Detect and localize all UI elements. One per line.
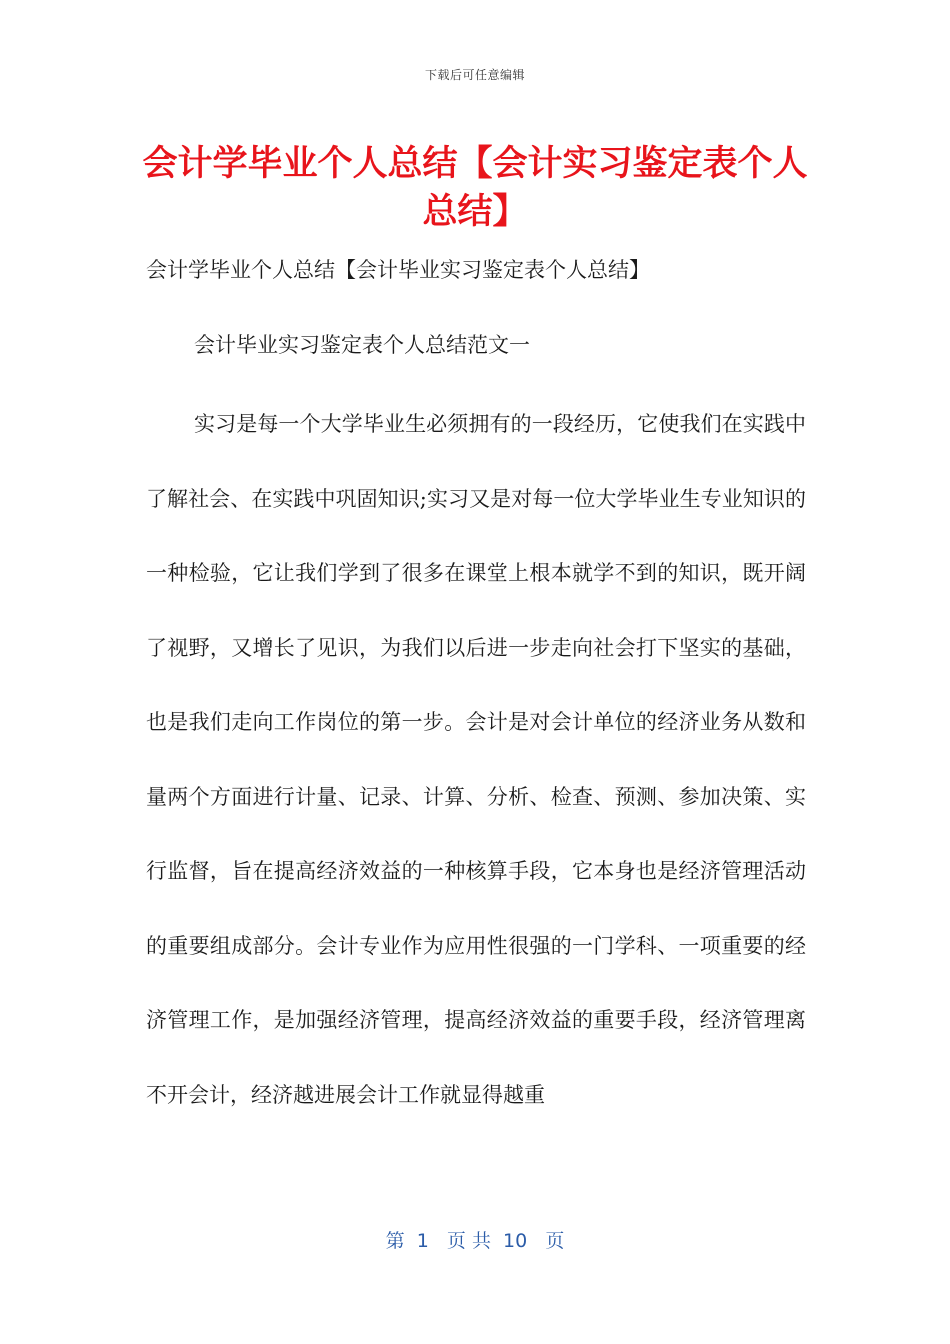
document-title: 会计学毕业个人总结【会计实习鉴定表个人总结】 — [142, 144, 808, 232]
document-subtitle: 会计学毕业个人总结【会计毕业实习鉴定表个人总结】 — [146, 258, 650, 282]
header-note: 下载后可任意编辑 — [424, 68, 525, 82]
page-footer: 第 1 页 共 10 页 — [385, 1230, 565, 1252]
body-paragraph: 实习是每一个大学毕业生必须拥有的一段经历，它使我们在实践中了解社会、在实践中巩固知识;实习又是对每一位大学毕业生专业知识的一种检验，它让我们学到了很多在课堂上根本就学不到的知识，既开阔了视野，又增长了见识，为我们以后进一步走向社会打下坚实的基础，也是我们走向工作岗位的第一步。会计是对会计单位的经济业务从数和量两个方面进行计量、记录、计算、分析、检查、预测、参加决策、实行监督，旨在提高经济效益的一种核算手段，它本身也是经济管理活动的重要组成部分。会计专业作为应用性很强的一门学科、一项重要的经济管理工作，是加强经济管理，提高经济效益的重要手段，经济管理离不开会计，经济越进展会计工作就显得越重 — [146, 412, 806, 1107]
document-body — [146, 250, 806, 1132]
section-heading: 会计毕业实习鉴定表个人总结范文一 — [194, 333, 530, 357]
